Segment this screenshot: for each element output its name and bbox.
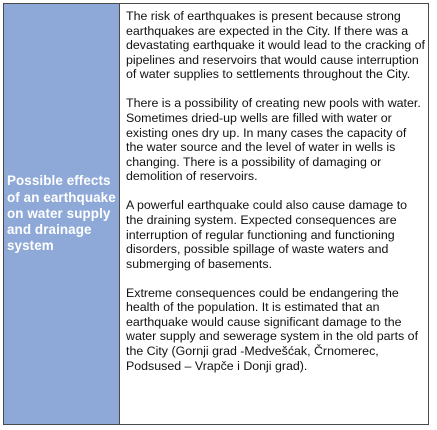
paragraph-drainage-damage: A powerful earthquake could also cause damage to the draining system. Expected consequences are interruption of regular functioning and functioning disorders, possible spillage of waste waters and submerging of basements.	[126, 198, 408, 271]
document-table	[3, 3, 429, 425]
paragraph-earthquake-risk: The risk of earthquakes is present because strong earthquakes are expected in the City. If there was a devastating earthquake it would lead to the cracking of pipelines and reservoirs that would cause interruption of water supplies to settlements throughout the City.	[126, 9, 425, 82]
paragraph-health-consequences: Extreme consequences could be endangering the health of the population. It is estimated that an earthquake would cause significant damage to the water supply and sewerage system in the old parts of the City (Gornji grad -Medvešćak, Črnomerec, Podsused – Vrapče i Donji grad).	[126, 285, 419, 373]
row-header-text: Possible effects of an earthquake on water supply and drainage system	[7, 173, 116, 254]
content-cell	[120, 4, 428, 424]
paragraph-water-pools: There is a possibility of creating new pools with water. Sometimes dried-up wells are filled with water or existing ones dry up. In many cases the capacity of the water source and the level of water in wells is changing. There is a possibility of damaging or demolition of reservoirs.	[126, 96, 421, 184]
row-header-cell	[4, 4, 120, 424]
